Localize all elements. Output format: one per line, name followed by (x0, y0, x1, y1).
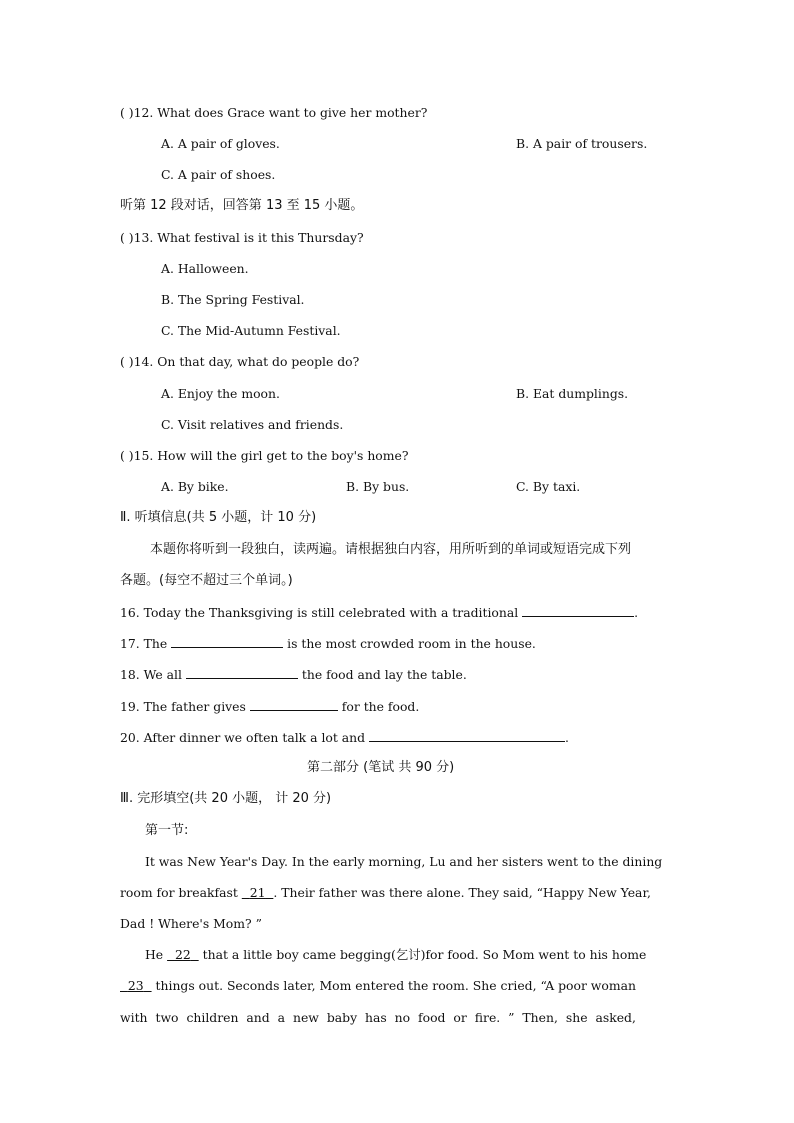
option-a: A. Halloween. (161, 261, 249, 276)
question-stem: 13. What festival is it this Thursday? (133, 230, 364, 245)
answer-paren[interactable]: ( ) (120, 105, 134, 120)
option-c: C. A pair of shoes. (161, 167, 276, 182)
option-c: C. Visit relatives and friends. (161, 417, 344, 432)
cloze-blank-21[interactable]: 21 (249, 885, 266, 900)
answer-blank-17[interactable] (171, 635, 283, 648)
option-b: B. Eat dumplings. (516, 386, 629, 401)
option-b: B. The Spring Festival. (161, 292, 305, 307)
option-b: B. By bus. (346, 479, 410, 494)
passage-line: It was New Year's Day. In the early morning, Lu and her sisters went to the dining (145, 854, 663, 869)
instruction-dialogue-12: 听第 12 段对话，回答第 13 至 15 小题。 (120, 198, 364, 213)
answer-blank-20[interactable] (369, 729, 565, 742)
passage-line: with two children and a new baby has no food or fire. ” Then, she asked, (120, 1010, 636, 1025)
question-17: 17. The is the most crowded room in the house. (120, 636, 536, 651)
section-3-heading: Ⅲ. 完形填空(共 20 小题， 计 20 分) (120, 791, 332, 806)
question-12 (120, 105, 427, 121)
cloze-blank-23[interactable]: 23 (127, 978, 144, 993)
passage-line: room for breakfast 21 . Their father was there alone. They said, “Happy New Year, (120, 885, 651, 900)
question-15 (120, 448, 409, 464)
question-stem: 15. How will the girl get to the boy's home? (133, 448, 409, 463)
section-2-instruction-line1: 本题你将听到一段独白，读两遍。请根据独白内容，用所听到的单词或短语完成下列 (150, 542, 632, 557)
option-a: A. A pair of gloves. (161, 136, 280, 151)
answer-blank-19[interactable] (250, 698, 338, 711)
question-20: 20. After dinner we often talk a lot and . (120, 730, 569, 745)
option-c: C. The Mid-Autumn Festival. (161, 323, 341, 338)
question-19: 19. The father gives for the food. (120, 699, 420, 714)
question-stem: 14. On that day, what do people do? (133, 354, 360, 369)
question-16: 16. Today the Thanksgiving is still celebrated with a traditional . (120, 605, 639, 620)
section-2-instruction-line2: 各题。(每空不超过三个单词。) (120, 573, 293, 588)
question-18: 18. We all the food and lay the table. (120, 667, 467, 682)
part-2-title: 第二部分 (笔试 共 90 分) (307, 760, 455, 775)
section-2-heading: Ⅱ. 听填信息(共 5 小题，计 10 分) (120, 510, 317, 525)
answer-paren[interactable]: ( ) (120, 354, 134, 369)
passage-line: He 22 that a little boy came begging(乞讨)for food. So Mom went to his home (145, 947, 647, 962)
passage-line: Dad ! Where's Mom? ” (120, 916, 262, 931)
option-a: A. By bike. (161, 479, 229, 494)
option-c: C. By taxi. (516, 479, 581, 494)
answer-blank-18[interactable] (186, 666, 298, 679)
answer-paren[interactable]: ( ) (120, 230, 134, 245)
answer-blank-16[interactable] (522, 604, 634, 617)
question-stem: 12. What does Grace want to give her mother? (133, 105, 428, 120)
answer-paren[interactable]: ( ) (120, 448, 134, 463)
cloze-blank-22[interactable]: 22 (174, 947, 191, 962)
option-b: B. A pair of trousers. (516, 136, 648, 151)
section-3-subheading: 第一节: (145, 823, 189, 838)
question-14 (120, 354, 359, 370)
passage-line: 23 things out. Seconds later, Mom entered the room. She cried, “A poor woman (120, 978, 636, 994)
option-a: A. Enjoy the moon. (161, 386, 280, 401)
question-13 (120, 230, 364, 246)
